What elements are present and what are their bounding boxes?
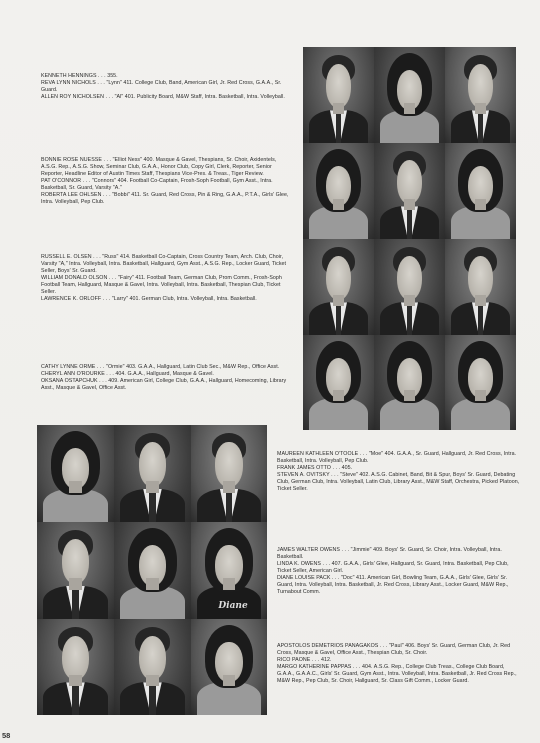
student-caption: MAUREEN KATHLEEN O'TOOLE . . . "Moe" 404. G.A.A., Sr. Guard, Hallguard, Jr. Red Cross, Intra. Basketball, Intra. Volleyball, Pep Club. (277, 451, 517, 465)
student-caption: MARGO KATHERINE PAPPAS . . . 404. A.S.G. Rep., College Club Treas., College Club Board, G.A.A., G.A.A.C., Girls' Sr. Guard, Gym Asst., Intra. Volleyball, Intra. Basketball, Jr. Red Cross Rep., M&W Rep., Pep Club, Sr. Choir, Hallguard, Sr. Class Gift Comm., Locker Guard. (277, 664, 517, 685)
portrait-boy (37, 619, 114, 715)
student-caption: ROBERTA LEE OHLSEN . . . "Bobbi" 411. Sr. Guard, Red Cross, Pin & Ring, G.A.A., P.T.A., Girls' Glee, Intra. Volleyball, Pep Club. (41, 192, 289, 206)
portrait-girl (191, 522, 267, 619)
student-caption: WILLIAM DONALD OLSON . . . "Fairy" 411. Football Team, German Club, Prom Comm., Frosh-Soph Football Team, Hallguard, Masque & Gavel, Intra. Volleyball, Intra. Basketball, Thespian Club, Ticket Seller. (41, 275, 282, 296)
student-caption: BONNIE ROSE NUESSE . . . "Elliot Ness" 400. Masque & Gavel, Thespians, Sr. Choir, Axidentels, A.S.G. Rep., A.S.G. Show, Seminar Club, G.A.A., Honor Club, Copy Girl, Clerk, Reporter, Senior Reporter, Headline Editor of Austin Times Staff, Thespians Vice-Pres. & Treas., Tiger Review. (41, 157, 277, 178)
student-caption: FRANK JAMES OTTO . . . 405. (277, 465, 353, 472)
portrait-girl (114, 522, 191, 619)
portrait-boy (374, 143, 445, 239)
photo-grid-top (303, 47, 516, 430)
caption-block-6 (277, 547, 521, 596)
student-caption: APOSTOLOS DEMETRIOS PANAGAKOS . . . "Paul" 406. Boys' Sr. Guard, German Club, Jr. Red Cross, Masque & Gavel, Office Asst., Thespian Club, Sr. Choir. (277, 643, 511, 657)
portrait-boy (191, 425, 267, 522)
student-caption: RICO PAONE . . . 412. (277, 657, 332, 664)
caption-block-2 (41, 157, 293, 206)
student-caption: CHERYL ANN O'ROURKE . . . 404. G.A.A., Hallguard, Masque & Gavel. (41, 371, 214, 378)
portrait-boy (114, 425, 191, 522)
portrait-boy (374, 239, 445, 335)
portrait-girl (303, 143, 374, 239)
student-caption: JAMES WALTER OWENS . . . "Jimmie" 409. Boys' Sr. Guard, Sr. Choir, Intra. Volleyball, Intra. Basketball. (277, 547, 502, 561)
portrait-girl (374, 47, 445, 143)
photo-grid-bottom (37, 425, 267, 715)
sweater-lettering: Diane (218, 601, 248, 612)
student-caption: STEVEN A. OVITSKY . . . "Steve" 402. A.S.G. Cabinet, Band, Bit & Spur, Boys' Sr. Guard, Debating Club, German Club, Intra. Volleyball, Latin Club, Library Asst., M&W Staff, Orchestra, Picked Platoon, Ticket Seller. (277, 472, 520, 493)
portrait-girl (303, 335, 374, 430)
student-caption: PAT O'CONNOR . . . "Connors" 404. Football Co-Captain, Frosh-Soph Football, Gym Asst., Intra. Basketball, Sr. Guard, Varsity "A." (41, 178, 273, 192)
caption-block-7 (277, 643, 521, 685)
portrait-boy (445, 47, 516, 143)
portrait-boy (37, 522, 114, 619)
portrait-boy (445, 239, 516, 335)
student-caption: OKSANA OSTAPCHUK . . . 409. American Girl, College Club, G.A.A., Hallguard, Homecoming, Library Asst., Masque & Gavel, Office Asst. (41, 378, 287, 392)
student-caption: LINDA K. OWENS . . . 407. G.A.A., Girls' Glee, Hallguard, Sr. Guard, Intra. Basketball, Pep Club, Ticket Seller, American Girl. (277, 561, 509, 575)
portrait-girl (37, 425, 114, 522)
portrait-boy (114, 619, 191, 715)
student-caption: DIANE LOUISE PACK . . . "Doc" 411. American Girl, Bowling Team, G.A.A., Girls' Glee, Girls' Sr. Guard, Intra. Volleyball, Intra. Basketball, Jr. Red Cross, Library Asst., Locker Guard, M&W Rep., Turnabout Comm. (277, 575, 509, 596)
caption-block-1 (41, 73, 293, 101)
student-caption: REVA LYNN NICHOLS . . . "Lynn" 411. College Club, Band, American Girl, Jr. Red Cross, G.A.A., Sr. Guard. (41, 80, 282, 94)
portrait-girl (445, 335, 516, 430)
caption-block-5 (277, 451, 521, 493)
caption-block-3 (41, 254, 293, 303)
portrait-boy (303, 239, 374, 335)
portrait-girl (191, 619, 267, 715)
student-caption: CATHY LYNNE ORME . . . "Ormie" 403. G.A.A., Hallguard, Latin Club Sec., M&W Rep., Office Asst. (41, 364, 280, 370)
portrait-girl (445, 143, 516, 239)
student-caption: KENNETH HENNINGS . . . 355. (41, 73, 118, 79)
page-number: 58 (2, 731, 11, 740)
student-caption: LAWRENCE K. ORLOFF . . . "Larry" 401. German Club, Intra. Volleyball, Intra. Basketball. (41, 296, 257, 303)
caption-block-4 (41, 364, 293, 392)
student-caption: ALLEN ROY NICHOLSEN . . . "Al" 401. Publicity Board, M&W Staff, Intra. Basketball, Intra. Volleyball. (41, 94, 285, 101)
student-caption: RUSSELL E. OLSEN . . . "Russ" 414. Basketball Co-Captain, Cross Country Team, Arch. Club, Choir, Varsity "A," Intra. Volleyball, Intra. Basketball, Hallguard, Gym Asst., A.S.G. Rep., Locker Guard, Ticket Seller, Boys' Sr. Guard. (41, 254, 287, 275)
portrait-girl (374, 335, 445, 430)
portrait-boy (303, 47, 374, 143)
